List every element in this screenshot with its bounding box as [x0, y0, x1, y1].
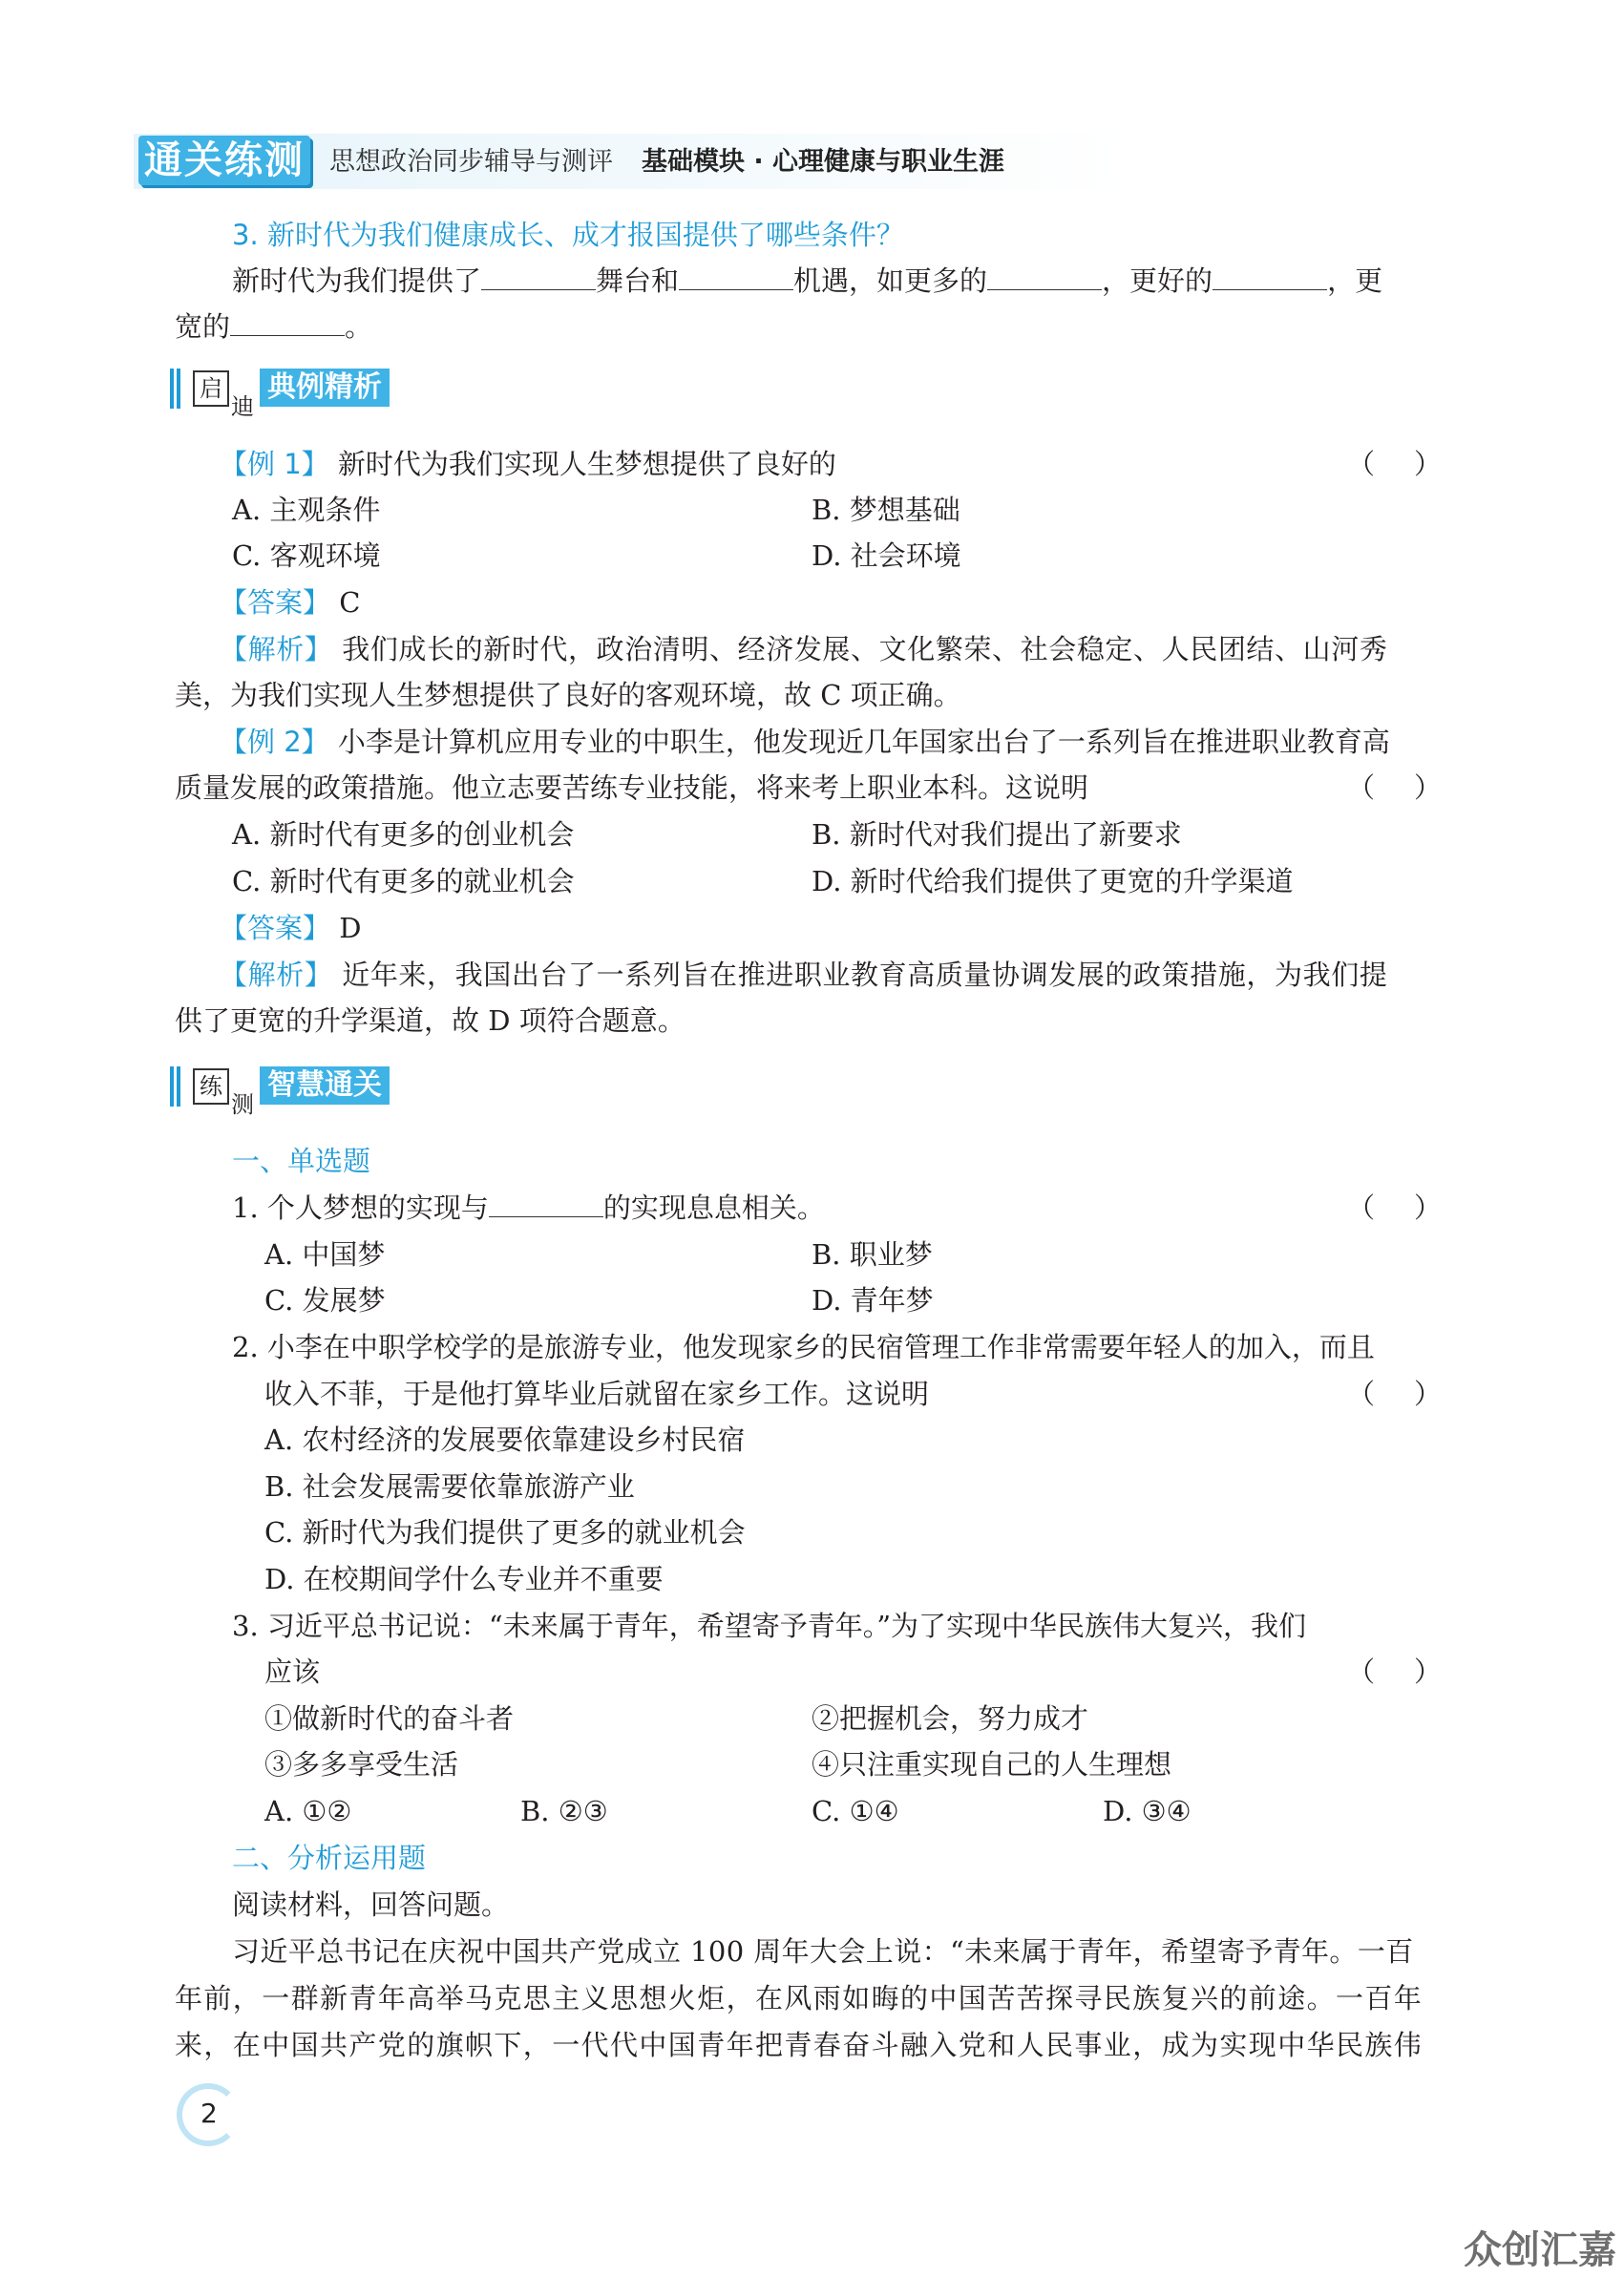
- q1-option-a: A. 中国梦: [264, 1238, 386, 1271]
- q2-stem-line1: 2. 小李在中职学校学的是旅游专业，他发现家乡的民宿管理工作非常需要年轻人的加入，而且: [232, 1331, 1375, 1363]
- q3-item-2: ②把握机会，努力成才: [812, 1702, 1089, 1735]
- q3-option-b: B. ②③: [520, 1795, 608, 1827]
- example2-option-c: C. 新时代有更多的就业机会: [232, 865, 575, 897]
- section-box-lian: 练: [193, 1068, 229, 1105]
- section-box-qi: 启: [193, 370, 229, 407]
- example1-explanation-line1: 【解析】 我们成长的新时代，政治清明、经济发展、文化繁荣、社会稳定、人民团结、山河秀: [220, 633, 1388, 665]
- q3-item-3: ③多多享受生活: [264, 1748, 459, 1781]
- q2-paren: （ ）: [1346, 1378, 1447, 1410]
- review-question-title: 3. 新时代为我们健康成长、成才报国提供了哪些条件？: [232, 219, 904, 251]
- part2-intro: 阅读材料，回答问题。: [232, 1888, 510, 1921]
- q1-option-c: C. 发展梦: [264, 1284, 386, 1317]
- q1-option-d: D. 青年梦: [812, 1284, 934, 1317]
- book-subtitle: 思想政治同步辅导与测评: [329, 147, 613, 177]
- section-title-practice: 智慧通关: [260, 1066, 390, 1105]
- section-title-examples: 典例精析: [260, 369, 390, 407]
- q3-option-a: A. ①②: [264, 1795, 352, 1827]
- q3-paren: （ ）: [1346, 1656, 1447, 1688]
- example2-stem-line2: 质量发展的政策措施。他立志要苦练专业技能，将来考上职业本科。这说明: [175, 771, 1089, 804]
- series-logo: 通关练测: [138, 136, 310, 185]
- q3-stem-line2: 应该: [264, 1656, 321, 1688]
- q1-paren: （ ）: [1346, 1192, 1447, 1224]
- example1-stem: 【例 1】 新时代为我们实现人生梦想提供了良好的: [220, 448, 836, 480]
- example1-option-d: D. 社会环境: [812, 539, 961, 572]
- example2-explanation-line1: 【解析】 近年来，我国出台了一系列旨在推进职业教育高质量协调发展的政策措施，为我们提: [220, 959, 1388, 991]
- q3-option-d: D. ③④: [1103, 1795, 1192, 1827]
- module-title: 基础模块 · 心理健康与职业生涯: [642, 147, 1005, 177]
- example2-option-a: A. 新时代有更多的创业机会: [232, 818, 575, 851]
- example2-option-b: B. 新时代对我们提出了新要求: [812, 818, 1182, 851]
- q3-item-4: ④只注重实现自己的人生理想: [812, 1748, 1172, 1781]
- example2-option-d: D. 新时代给我们提供了更宽的升学渠道: [812, 865, 1294, 897]
- review-question-line2: 宽的 。: [175, 304, 372, 349]
- example1-option-c: C. 客观环境: [232, 539, 381, 572]
- material-line3: 来，在中国共产党的旗帜下，一代代中国青年把青春奋斗融入党和人民事业，成为实现中华民族伟: [175, 2029, 1424, 2061]
- q2-option-b: B. 社会发展需要依靠旅游产业: [264, 1470, 635, 1503]
- part2-heading: 二、分析运用题: [232, 1842, 427, 1874]
- example1-answer: 【答案】 C: [220, 586, 361, 619]
- section-bars: [170, 369, 183, 409]
- example1-paren: （ ）: [1346, 448, 1447, 480]
- material-line1: 习近平总书记在庆祝中国共产党成立 100 周年大会上说：“未来属于青年，希望寄予青年。一百: [232, 1935, 1414, 1968]
- example2-answer: 【答案】 D: [220, 912, 362, 944]
- example2-stem-line1: 【例 2】 小李是计算机应用专业的中职生，他发现近几年国家出台了一系列旨在推进职业教育高: [220, 726, 1390, 758]
- example1-option-b: B. 梦想基础: [812, 494, 960, 526]
- q2-option-c: C. 新时代为我们提供了更多的就业机会: [264, 1516, 746, 1549]
- q2-option-d: D. 在校期间学什么专业并不重要: [264, 1563, 664, 1595]
- review-question-line1: 新时代为我们提供了 舞台和 机遇，如更多的 ，更好的 ，更: [232, 258, 1382, 304]
- section-sub-ce: 测: [231, 1091, 254, 1118]
- watermark: 众创汇嘉: [1464, 2228, 1616, 2272]
- q3-item-1: ①做新时代的奋斗者: [264, 1702, 515, 1735]
- q2-stem-line2: 收入不菲，于是他打算毕业后就留在家乡工作。这说明: [264, 1378, 930, 1410]
- section-bars: [170, 1066, 183, 1107]
- q2-option-a: A. 农村经济的发展要依靠建设乡村民宿: [264, 1424, 746, 1456]
- q3-option-c: C. ①④: [812, 1795, 899, 1827]
- material-line2: 年前，一群新青年高举马克思主义思想火炬，在风雨如晦的中国苦苦探寻民族复兴的前途。一百年: [175, 1982, 1424, 2014]
- q1-stem: 1. 个人梦想的实现与 的实现息息相关。: [232, 1185, 825, 1231]
- part1-heading: 一、单选题: [232, 1145, 371, 1177]
- q1-option-b: B. 职业梦: [812, 1238, 933, 1271]
- example2-paren: （ ）: [1346, 771, 1447, 804]
- section-sub-di: 迪: [231, 393, 254, 420]
- example1-explanation-line2: 美，为我们实现人生梦想提供了良好的客观环境，故 C 项正确。: [175, 679, 961, 711]
- page-number: 2: [200, 2098, 218, 2129]
- example1-option-a: A. 主观条件: [232, 494, 381, 526]
- q3-stem-line1: 3. 习近平总书记说：“未来属于青年，希望寄予青年。”为了实现中华民族伟大复兴，我们: [232, 1610, 1307, 1642]
- example2-explanation-line2: 供了更宽的升学渠道，故 D 项符合题意。: [175, 1004, 685, 1037]
